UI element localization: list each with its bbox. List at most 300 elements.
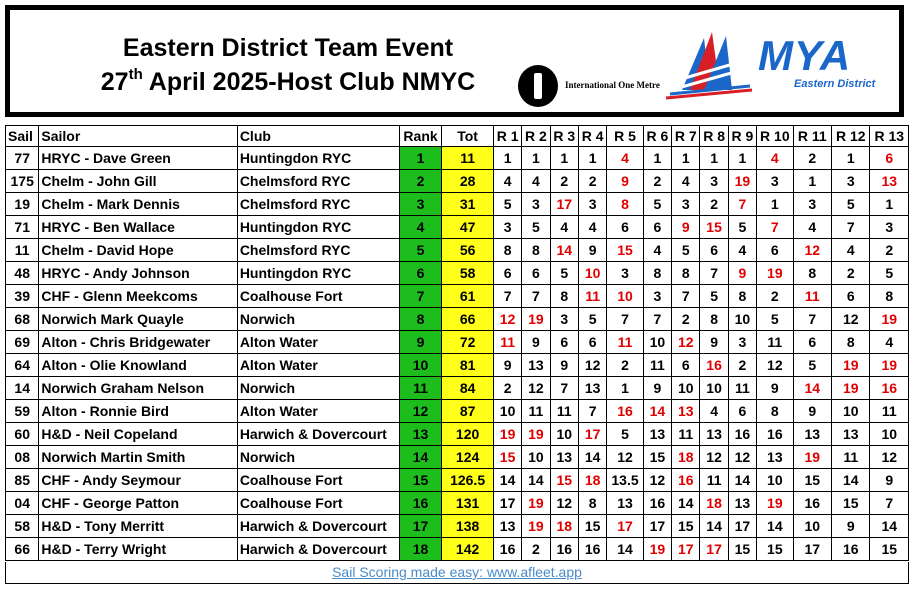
club-cell: Chelmsford RYC xyxy=(237,239,399,262)
race-score-cell: 17 xyxy=(607,515,643,538)
total-cell: 47 xyxy=(442,216,494,239)
total-cell: 124 xyxy=(442,446,494,469)
club-cell: Harwich & Dovercourt xyxy=(237,423,399,446)
race-score-cell: 7 xyxy=(607,308,643,331)
column-header: Sail xyxy=(6,126,39,147)
total-cell: 142 xyxy=(442,538,494,561)
total-cell: 120 xyxy=(442,423,494,446)
race-score-cell: 11 xyxy=(672,423,700,446)
table-row xyxy=(6,262,909,285)
total-cell: 138 xyxy=(442,515,494,538)
race-score-cell: 19 xyxy=(832,377,870,400)
race-score-cell: 9 xyxy=(672,216,700,239)
race-score-cell: 10 xyxy=(607,285,643,308)
race-score-cell: 2 xyxy=(672,308,700,331)
race-score-cell: 19 xyxy=(728,170,756,193)
race-score-cell: 19 xyxy=(522,423,550,446)
race-score-cell: 5 xyxy=(578,308,606,331)
table-row xyxy=(6,354,909,377)
race-score-cell: 3 xyxy=(832,170,870,193)
race-score-cell: 19 xyxy=(832,354,870,377)
race-score-cell: 4 xyxy=(522,170,550,193)
race-score-cell: 12 xyxy=(870,446,909,469)
race-score-cell: 12 xyxy=(757,354,793,377)
sailor-cell: Alton - Chris Bridgewater xyxy=(39,331,237,354)
race-score-cell: 6 xyxy=(728,400,756,423)
table-header-row xyxy=(6,126,909,147)
race-score-cell: 1 xyxy=(522,147,550,170)
club-cell: Huntingdon RYC xyxy=(237,262,399,285)
race-score-cell: 15 xyxy=(672,515,700,538)
event-title xyxy=(58,32,518,100)
race-score-cell: 11 xyxy=(728,377,756,400)
race-score-cell: 1 xyxy=(728,147,756,170)
race-score-cell: 9 xyxy=(493,354,521,377)
column-header: R 2 xyxy=(522,126,550,147)
race-score-cell: 14 xyxy=(700,515,728,538)
event-header xyxy=(5,5,904,117)
race-score-cell: 10 xyxy=(522,446,550,469)
club-cell: Coalhouse Fort xyxy=(237,469,399,492)
race-score-cell: 13 xyxy=(700,423,728,446)
race-score-cell: 18 xyxy=(550,515,578,538)
title-rest: April 2025-Host Club NMYC xyxy=(142,68,476,96)
sail-cell: 60 xyxy=(6,423,39,446)
race-score-cell: 5 xyxy=(607,423,643,446)
race-score-cell: 13 xyxy=(870,170,909,193)
sail-cell: 69 xyxy=(6,331,39,354)
sail-cell: 64 xyxy=(6,354,39,377)
club-cell: Chelmsford RYC xyxy=(237,170,399,193)
sail-cell: 66 xyxy=(6,538,39,561)
race-score-cell: 6 xyxy=(643,216,671,239)
race-score-cell: 15 xyxy=(700,216,728,239)
table-row xyxy=(6,193,909,216)
race-score-cell: 13 xyxy=(550,446,578,469)
race-score-cell: 11 xyxy=(832,446,870,469)
results-table xyxy=(5,125,909,561)
title-day: 27 xyxy=(100,68,129,96)
race-score-cell: 7 xyxy=(793,308,831,331)
race-score-cell: 6 xyxy=(607,216,643,239)
race-score-cell: 16 xyxy=(643,492,671,515)
race-score-cell: 18 xyxy=(700,492,728,515)
race-score-cell: 9 xyxy=(832,515,870,538)
table-body xyxy=(6,147,909,561)
race-score-cell: 4 xyxy=(550,216,578,239)
race-score-cell: 2 xyxy=(522,538,550,561)
race-score-cell: 7 xyxy=(757,216,793,239)
race-score-cell: 10 xyxy=(870,423,909,446)
race-score-cell: 13 xyxy=(607,492,643,515)
race-score-cell: 6 xyxy=(793,331,831,354)
race-score-cell: 6 xyxy=(870,147,909,170)
race-score-cell: 4 xyxy=(643,239,671,262)
race-score-cell: 11 xyxy=(607,331,643,354)
table-row xyxy=(6,331,909,354)
race-score-cell: 17 xyxy=(793,538,831,561)
mya-logo-subtitle: Eastern District xyxy=(794,78,876,90)
race-score-cell: 12 xyxy=(793,239,831,262)
rank-cell: 11 xyxy=(399,377,442,400)
total-cell: 131 xyxy=(442,492,494,515)
race-score-cell: 2 xyxy=(493,377,521,400)
race-score-cell: 19 xyxy=(493,423,521,446)
sailor-cell: Alton - Olie Knowland xyxy=(39,354,237,377)
race-score-cell: 14 xyxy=(728,469,756,492)
race-score-cell: 12 xyxy=(522,377,550,400)
race-score-cell: 16 xyxy=(607,400,643,423)
club-cell: Alton Water xyxy=(237,331,399,354)
race-score-cell: 12 xyxy=(578,354,606,377)
club-cell: Harwich & Dovercourt xyxy=(237,538,399,561)
race-score-cell: 19 xyxy=(522,308,550,331)
table-row xyxy=(6,400,909,423)
race-score-cell: 4 xyxy=(700,400,728,423)
total-cell: 58 xyxy=(442,262,494,285)
rank-cell: 4 xyxy=(399,216,442,239)
race-score-cell: 10 xyxy=(832,400,870,423)
race-score-cell: 9 xyxy=(793,400,831,423)
race-score-cell: 6 xyxy=(522,262,550,285)
footer xyxy=(5,562,909,584)
club-cell: Alton Water xyxy=(237,354,399,377)
race-score-cell: 1 xyxy=(578,147,606,170)
race-score-cell: 12 xyxy=(493,308,521,331)
race-score-cell: 4 xyxy=(728,239,756,262)
total-cell: 28 xyxy=(442,170,494,193)
race-score-cell: 2 xyxy=(578,170,606,193)
race-score-cell: 11 xyxy=(793,285,831,308)
race-score-cell: 2 xyxy=(643,170,671,193)
total-cell: 126.5 xyxy=(442,469,494,492)
race-score-cell: 5 xyxy=(522,216,550,239)
table-row xyxy=(6,170,909,193)
race-score-cell: 3 xyxy=(522,193,550,216)
rank-cell: 16 xyxy=(399,492,442,515)
race-score-cell: 14 xyxy=(832,469,870,492)
sailor-cell: Alton - Ronnie Bird xyxy=(39,400,237,423)
race-score-cell: 8 xyxy=(757,400,793,423)
race-score-cell: 13 xyxy=(672,400,700,423)
race-score-cell: 11 xyxy=(700,469,728,492)
club-cell: Harwich & Dovercourt xyxy=(237,515,399,538)
column-header: Sailor xyxy=(39,126,237,147)
race-score-cell: 10 xyxy=(643,331,671,354)
rank-cell: 10 xyxy=(399,354,442,377)
race-score-cell: 13 xyxy=(757,446,793,469)
table-row xyxy=(6,469,909,492)
race-score-cell: 6 xyxy=(832,285,870,308)
race-score-cell: 3 xyxy=(870,216,909,239)
race-score-cell: 2 xyxy=(832,262,870,285)
sailor-cell: H&D - Terry Wright xyxy=(39,538,237,561)
race-score-cell: 5 xyxy=(793,354,831,377)
race-score-cell: 7 xyxy=(700,262,728,285)
race-score-cell: 8 xyxy=(607,193,643,216)
race-score-cell: 2 xyxy=(793,147,831,170)
race-score-cell: 10 xyxy=(700,377,728,400)
race-score-cell: 11 xyxy=(757,331,793,354)
column-header: R 1 xyxy=(493,126,521,147)
race-score-cell: 3 xyxy=(793,193,831,216)
race-score-cell: 1 xyxy=(643,147,671,170)
race-score-cell: 1 xyxy=(757,193,793,216)
race-score-cell: 19 xyxy=(870,308,909,331)
race-score-cell: 15 xyxy=(832,492,870,515)
race-score-cell: 14 xyxy=(607,538,643,561)
rank-cell: 17 xyxy=(399,515,442,538)
afleet-link[interactable]: Sail Scoring made easy: www.afleet.app xyxy=(332,564,582,580)
title-ordinal: th xyxy=(128,66,143,83)
rank-cell: 13 xyxy=(399,423,442,446)
race-score-cell: 4 xyxy=(607,147,643,170)
sailor-cell: HRYC - Dave Green xyxy=(39,147,237,170)
race-score-cell: 5 xyxy=(832,193,870,216)
club-cell: Coalhouse Fort xyxy=(237,492,399,515)
column-header: Rank xyxy=(399,126,442,147)
column-header: R 8 xyxy=(700,126,728,147)
sail-cell: 39 xyxy=(6,285,39,308)
race-score-cell: 3 xyxy=(672,193,700,216)
race-score-cell: 4 xyxy=(493,170,521,193)
race-score-cell: 19 xyxy=(870,354,909,377)
sail-cell: 11 xyxy=(6,239,39,262)
race-score-cell: 2 xyxy=(757,285,793,308)
club-cell: Norwich xyxy=(237,446,399,469)
race-score-cell: 10 xyxy=(757,469,793,492)
race-score-cell: 15 xyxy=(793,469,831,492)
race-score-cell: 12 xyxy=(550,492,578,515)
sailor-cell: H&D - Neil Copeland xyxy=(39,423,237,446)
race-score-cell: 15 xyxy=(607,239,643,262)
sail-cell: 14 xyxy=(6,377,39,400)
race-score-cell: 3 xyxy=(493,216,521,239)
club-cell: Norwich xyxy=(237,308,399,331)
rank-cell: 6 xyxy=(399,262,442,285)
race-score-cell: 2 xyxy=(870,239,909,262)
race-score-cell: 8 xyxy=(870,285,909,308)
sail-cell: 59 xyxy=(6,400,39,423)
race-score-cell: 14 xyxy=(522,469,550,492)
club-cell: Coalhouse Fort xyxy=(237,285,399,308)
sail-cell: 77 xyxy=(6,147,39,170)
total-cell: 66 xyxy=(442,308,494,331)
race-score-cell: 7 xyxy=(643,308,671,331)
rank-cell: 5 xyxy=(399,239,442,262)
title-line-1: Eastern District Team Event xyxy=(122,34,454,62)
total-cell: 31 xyxy=(442,193,494,216)
race-score-cell: 15 xyxy=(728,538,756,561)
race-score-cell: 3 xyxy=(578,193,606,216)
race-score-cell: 19 xyxy=(522,515,550,538)
total-cell: 72 xyxy=(442,331,494,354)
iom-class-text: International One Metre xyxy=(565,80,660,90)
rank-cell: 8 xyxy=(399,308,442,331)
race-score-cell: 10 xyxy=(550,423,578,446)
sailor-cell: Chelm - John Gill xyxy=(39,170,237,193)
sail-cell: 08 xyxy=(6,446,39,469)
race-score-cell: 13.5 xyxy=(607,469,643,492)
race-score-cell: 7 xyxy=(493,285,521,308)
race-score-cell: 3 xyxy=(700,170,728,193)
race-score-cell: 13 xyxy=(578,377,606,400)
race-score-cell: 4 xyxy=(793,216,831,239)
race-score-cell: 8 xyxy=(728,285,756,308)
total-cell: 56 xyxy=(442,239,494,262)
sailor-cell: Norwich Graham Nelson xyxy=(39,377,237,400)
column-header: R 5 xyxy=(607,126,643,147)
iom-class-logo xyxy=(518,65,558,107)
race-score-cell: 5 xyxy=(728,216,756,239)
race-score-cell: 19 xyxy=(643,538,671,561)
race-score-cell: 15 xyxy=(578,515,606,538)
race-score-cell: 15 xyxy=(757,538,793,561)
race-score-cell: 17 xyxy=(493,492,521,515)
race-score-cell: 10 xyxy=(672,377,700,400)
race-score-cell: 11 xyxy=(578,285,606,308)
race-score-cell: 1 xyxy=(607,377,643,400)
race-score-cell: 6 xyxy=(578,331,606,354)
race-score-cell: 17 xyxy=(550,193,578,216)
race-score-cell: 14 xyxy=(870,515,909,538)
race-score-cell: 9 xyxy=(870,469,909,492)
race-score-cell: 17 xyxy=(672,538,700,561)
sailor-cell: HRYC - Ben Wallace xyxy=(39,216,237,239)
race-score-cell: 3 xyxy=(757,170,793,193)
column-header: R 10 xyxy=(757,126,793,147)
sail-cell: 58 xyxy=(6,515,39,538)
race-score-cell: 16 xyxy=(550,538,578,561)
race-score-cell: 8 xyxy=(578,492,606,515)
race-score-cell: 11 xyxy=(493,331,521,354)
sail-cell: 85 xyxy=(6,469,39,492)
race-score-cell: 17 xyxy=(700,538,728,561)
club-cell: Huntingdon RYC xyxy=(237,147,399,170)
total-cell: 11 xyxy=(442,147,494,170)
race-score-cell: 1 xyxy=(700,147,728,170)
race-score-cell: 16 xyxy=(700,354,728,377)
race-score-cell: 16 xyxy=(793,492,831,515)
race-score-cell: 16 xyxy=(493,538,521,561)
race-score-cell: 2 xyxy=(728,354,756,377)
race-score-cell: 18 xyxy=(578,469,606,492)
table-row xyxy=(6,538,909,561)
column-header: R 9 xyxy=(728,126,756,147)
race-score-cell: 6 xyxy=(493,262,521,285)
total-cell: 87 xyxy=(442,400,494,423)
race-score-cell: 19 xyxy=(793,446,831,469)
race-score-cell: 8 xyxy=(700,308,728,331)
total-cell: 81 xyxy=(442,354,494,377)
race-score-cell: 3 xyxy=(728,331,756,354)
race-score-cell: 10 xyxy=(578,262,606,285)
race-score-cell: 14 xyxy=(643,400,671,423)
race-score-cell: 6 xyxy=(700,239,728,262)
rank-cell: 3 xyxy=(399,193,442,216)
race-score-cell: 5 xyxy=(700,285,728,308)
race-score-cell: 16 xyxy=(728,423,756,446)
column-header: Tot xyxy=(442,126,494,147)
race-score-cell: 2 xyxy=(550,170,578,193)
table-row xyxy=(6,216,909,239)
sail-cell: 48 xyxy=(6,262,39,285)
mya-logo-text: MYA xyxy=(758,32,852,79)
race-score-cell: 3 xyxy=(607,262,643,285)
column-header: R 11 xyxy=(793,126,831,147)
race-score-cell: 4 xyxy=(870,331,909,354)
race-score-cell: 14 xyxy=(493,469,521,492)
race-score-cell: 15 xyxy=(870,538,909,561)
race-score-cell: 6 xyxy=(672,354,700,377)
sail-cell: 04 xyxy=(6,492,39,515)
race-score-cell: 11 xyxy=(522,400,550,423)
race-score-cell: 8 xyxy=(793,262,831,285)
race-score-cell: 5 xyxy=(870,262,909,285)
race-score-cell: 16 xyxy=(578,538,606,561)
race-score-cell: 10 xyxy=(493,400,521,423)
race-score-cell: 19 xyxy=(522,492,550,515)
race-score-cell: 12 xyxy=(832,308,870,331)
sailor-cell: Chelm - Mark Dennis xyxy=(39,193,237,216)
table-row xyxy=(6,285,909,308)
race-score-cell: 10 xyxy=(728,308,756,331)
table-row xyxy=(6,308,909,331)
race-score-cell: 2 xyxy=(607,354,643,377)
race-score-cell: 9 xyxy=(757,377,793,400)
race-score-cell: 8 xyxy=(522,239,550,262)
race-score-cell: 9 xyxy=(607,170,643,193)
column-header: R 6 xyxy=(643,126,671,147)
race-score-cell: 3 xyxy=(550,308,578,331)
rank-cell: 2 xyxy=(399,170,442,193)
race-score-cell: 4 xyxy=(757,147,793,170)
race-score-cell: 8 xyxy=(550,285,578,308)
rank-cell: 18 xyxy=(399,538,442,561)
rank-cell: 1 xyxy=(399,147,442,170)
race-score-cell: 12 xyxy=(643,469,671,492)
race-score-cell: 8 xyxy=(672,262,700,285)
race-score-cell: 2 xyxy=(700,193,728,216)
column-header: R 12 xyxy=(832,126,870,147)
race-score-cell: 5 xyxy=(757,308,793,331)
race-score-cell: 3 xyxy=(643,285,671,308)
race-score-cell: 7 xyxy=(728,193,756,216)
race-score-cell: 18 xyxy=(672,446,700,469)
column-header: R 4 xyxy=(578,126,606,147)
race-score-cell: 15 xyxy=(643,446,671,469)
race-score-cell: 1 xyxy=(493,147,521,170)
rank-cell: 7 xyxy=(399,285,442,308)
race-score-cell: 7 xyxy=(672,285,700,308)
rank-cell: 14 xyxy=(399,446,442,469)
total-cell: 61 xyxy=(442,285,494,308)
race-score-cell: 8 xyxy=(832,331,870,354)
race-score-cell: 7 xyxy=(832,216,870,239)
sail-cell: 175 xyxy=(6,170,39,193)
sailor-cell: CHF - George Patton xyxy=(39,492,237,515)
table-row xyxy=(6,147,909,170)
race-score-cell: 17 xyxy=(578,423,606,446)
race-score-cell: 1 xyxy=(870,193,909,216)
rank-cell: 9 xyxy=(399,331,442,354)
race-score-cell: 1 xyxy=(550,147,578,170)
race-score-cell: 15 xyxy=(493,446,521,469)
race-score-cell: 1 xyxy=(672,147,700,170)
sailor-cell: HRYC - Andy Johnson xyxy=(39,262,237,285)
race-score-cell: 15 xyxy=(550,469,578,492)
race-score-cell: 12 xyxy=(607,446,643,469)
